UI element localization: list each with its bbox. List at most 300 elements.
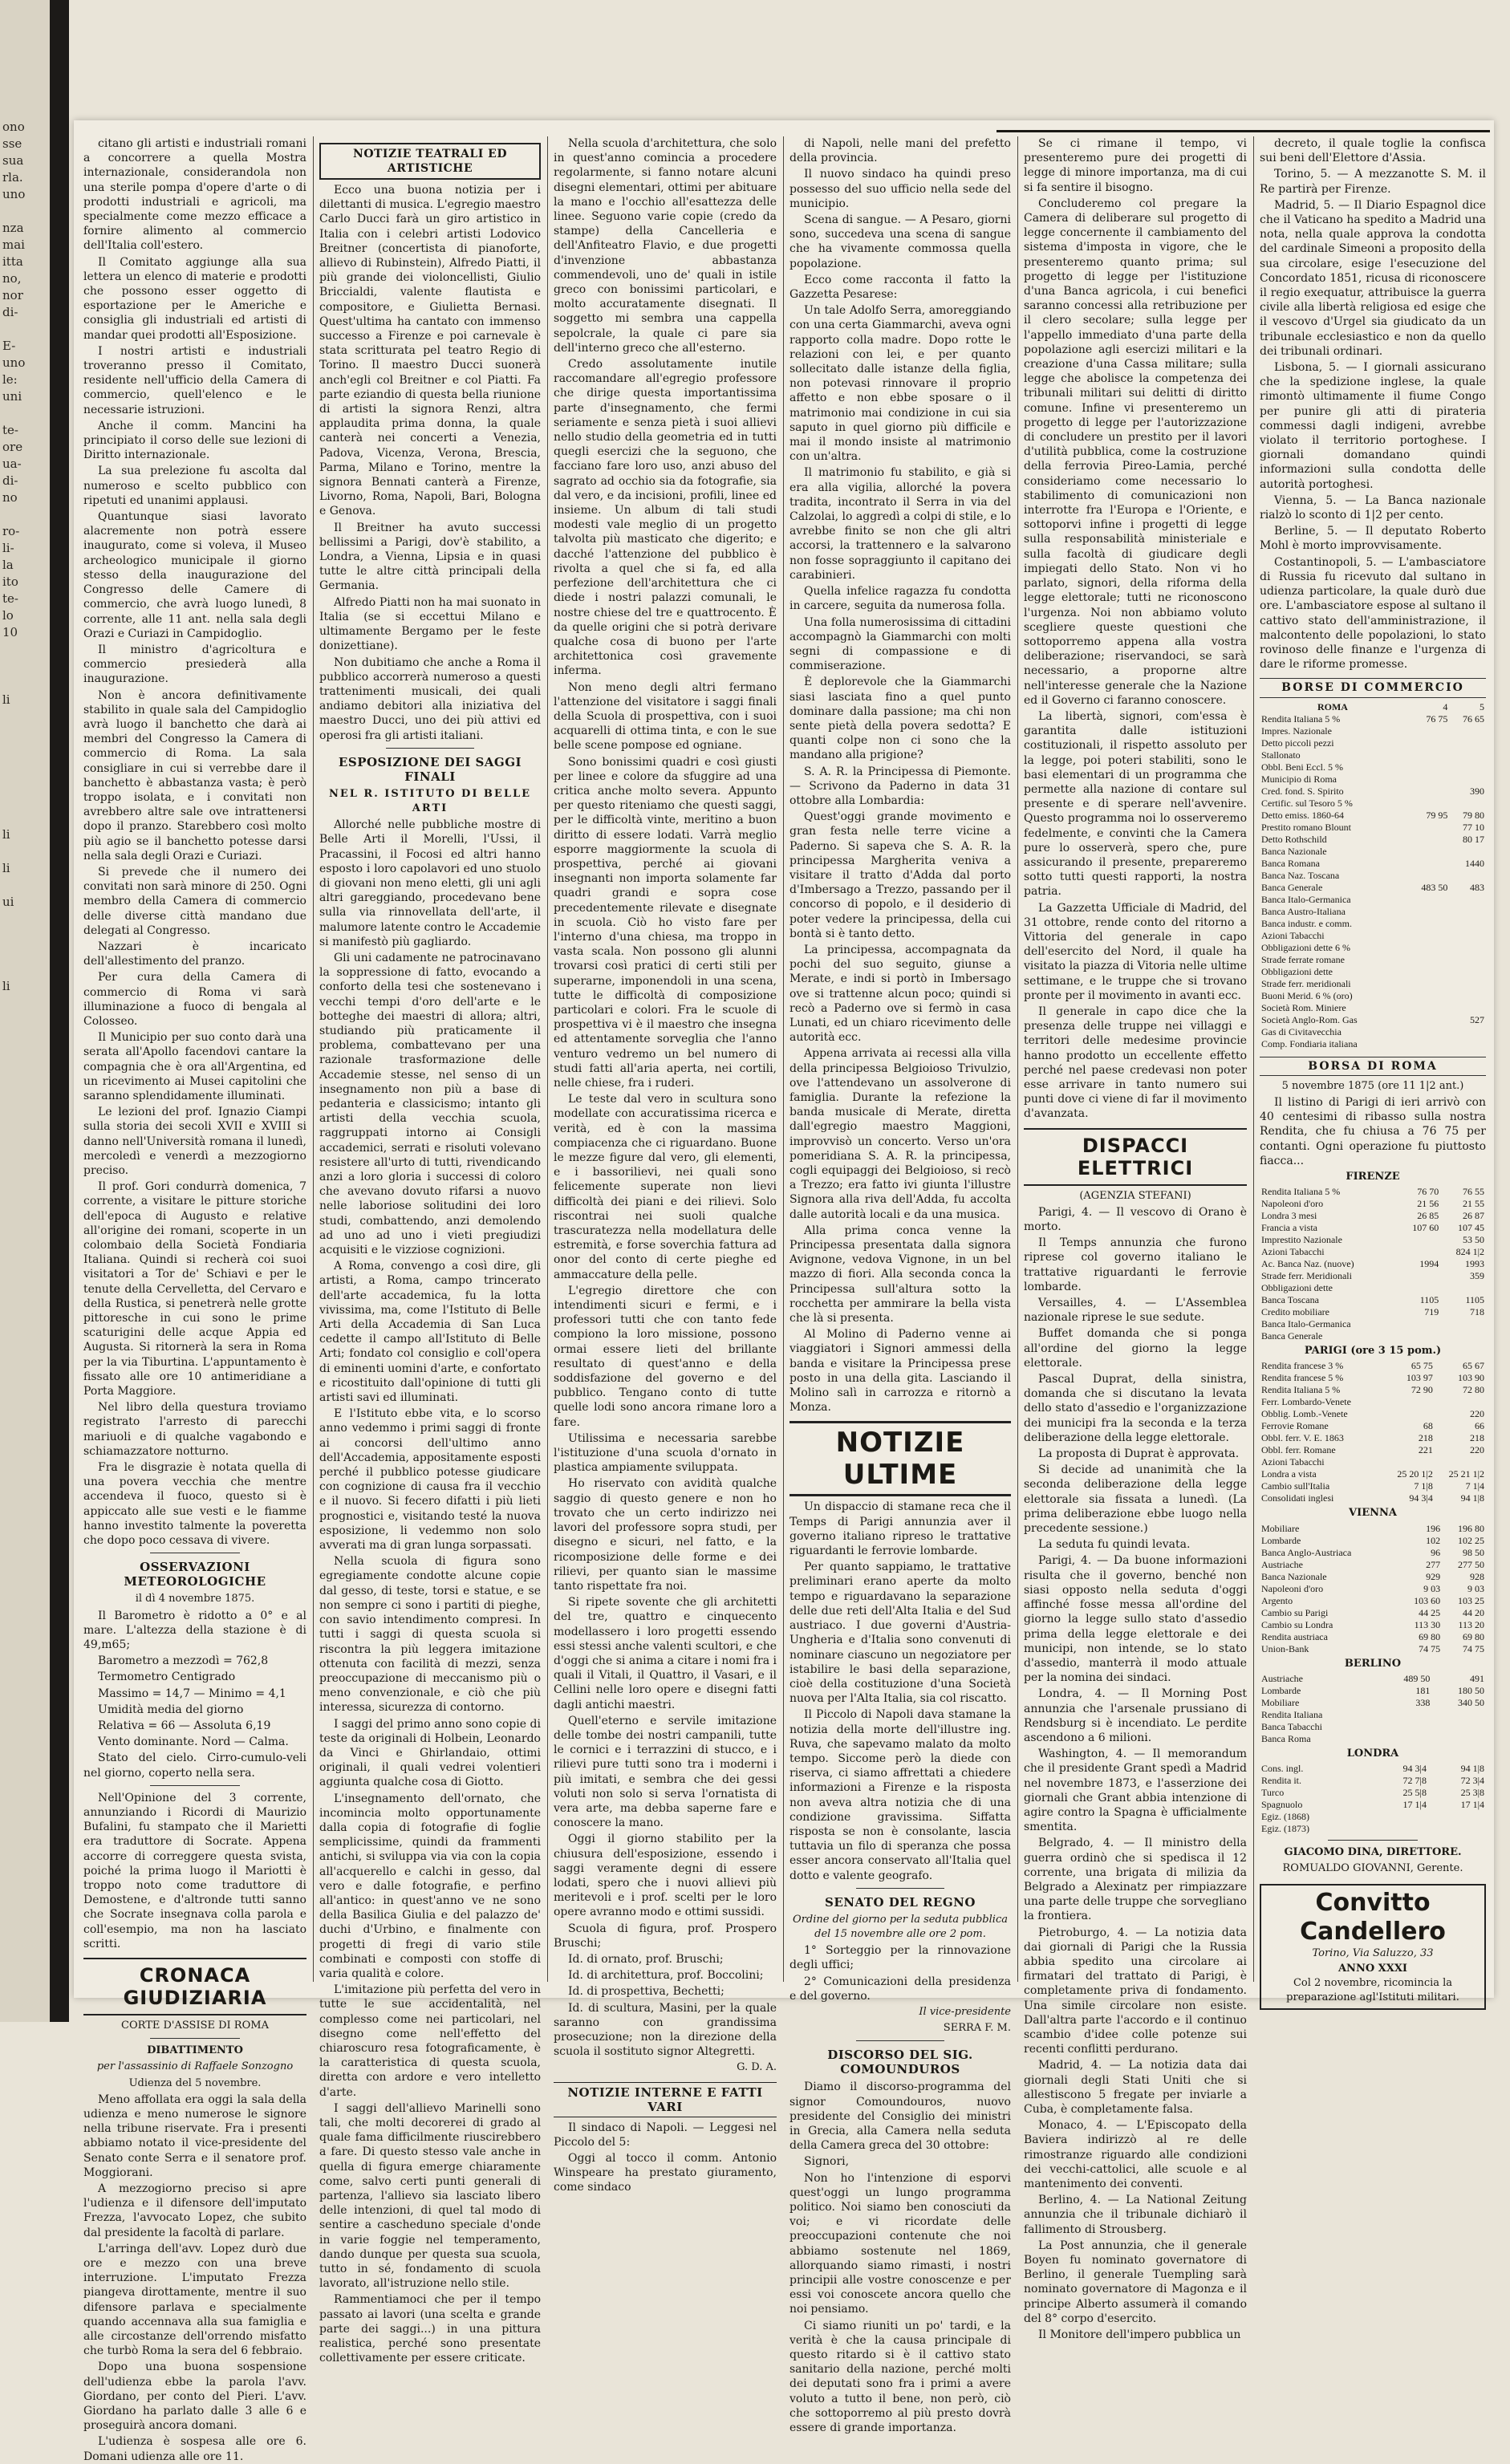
table-value-cell: 1105 [1419, 1294, 1439, 1306]
column-5 [1021, 136, 1250, 2342]
table-label-cell: Obbl. ferr. Romane [1261, 1444, 1336, 1456]
paragraph: Utilissima e necessaria sarebbe l'istituzione d'una scuola d'ornato in plastica ampiamente sviluppata. [554, 1431, 777, 1475]
table-row [1260, 1186, 1486, 1198]
table-value-cell: 44 20 [1463, 1606, 1484, 1618]
table-value-cell: 277 [1426, 1558, 1441, 1570]
table-row [1260, 1763, 1486, 1775]
table-value-cell: 218 [1470, 1432, 1484, 1444]
table-label-cell: Londra a vista [1261, 1468, 1317, 1480]
paragraph: La libertà, signori, com'essa è garantita dalle istituzioni costituzionali, il rispetto assoluto per la legge, poi poteri stabiliti, sono le basi elementari di un programma che permette alla nazione di contare sul presente e di sperare nell'avvenire. Questo programma noi lo osserveremo fedelmente, e convinti che la Camera pure lo osserverà, spero che, pure assicurando il presente, prepareremo sotto tutti questi rapporti, la nostra patria. [1024, 709, 1247, 899]
senato-items [790, 1943, 1011, 2003]
adjacent-page-fragment: di- [2, 473, 18, 488]
table-value-cell [1406, 942, 1449, 954]
director: GIACOMO DINA, DIRETTORE. [1284, 1845, 1462, 1858]
table-value-cell [1449, 966, 1486, 978]
paragraph: Credo assolutamente inutile raccomandare all'egregio professore che dirige questa importantissima parte d'insegnamento, che fermi seriamente e senza pietà i suoi allievi nello studio della geometria ed in tutti quegli esercizi che la seguono, che facciano fare loro uso, anzi abuso del sagrato ad occhio sia da fotografie, sia dal vero, e da incisioni, profili, linee ed insieme. Un album di tali studi modesti vale meglio di un progetto talvolta più masticato che digerito; e dacché l'attenzione del pubblico è rivolta a quel che si fa, ed alla perfezione dell'architettura che ci diede i nostri palazzi comunali, le nostre chiese del tre e quattrocento. È da quelle origini che si potrà derivare qualche cosa di buono per l'arte architettonica così gravemente inferma. [554, 358, 777, 678]
table-value-cell: 107 45 [1458, 1222, 1484, 1234]
paragraph: S. A. R. la Principessa di Piemonte. — Scrivono da Paderno in data 31 ottobre alla Lombardia: [790, 765, 1011, 807]
table-value-cell: 103 25 [1458, 1594, 1484, 1606]
table-label-cell: Mobiliare [1261, 1696, 1300, 1708]
table-value-cell: 1105 [1465, 1294, 1484, 1306]
table-value-cell [1406, 785, 1449, 798]
table-label-cell: Rendita austriaca [1261, 1630, 1328, 1642]
table-label-cell: Comp. Fondiaria italiana [1261, 1037, 1358, 1049]
table-value-cell: 928 [1470, 1570, 1484, 1582]
ad-year: ANNO XXXI [1337, 1962, 1408, 1975]
table-value-cell [1383, 1408, 1435, 1420]
table-row [1260, 737, 1486, 749]
paragraph: Quantunque siasi lavorato alacremente non potrà essere inaugurato, come si voleva, il Museo archeologico municipale il giorno stesso della inaugurazione del Congresso delle Camere di commercio, che avrà luogo lunedì, 8 corrente, alle 11 ant. nella sala degli Orazi e Curiazi in Campidoglio. [83, 510, 306, 640]
dispatch-paragraph: Pascal Duprat, della sinistra, domanda che si discutano la levata dello stato d'assedio e l'organizzazione dei municipi fra la seconda e la terza deliberazione della legge elettorale. [1024, 1373, 1247, 1444]
paragraph: Rammentiamoci che per il tempo passato ai lavori (una scelta e grande parte dei saggi...) in una pittura realistica, perché sono presentate collettivamente per essere criticate. [319, 2293, 541, 2365]
paragraph: Il Municipio per suo conto darà una serata all'Apollo facendovi cantare la compagnia che è ora all'Argentina, ed un ricevimento ai Musei capitolini che saranno splendidamente illuminati. [83, 1031, 306, 1102]
table-label-cell: Austriache [1261, 1672, 1303, 1684]
table-row [1260, 906, 1486, 918]
table-row [1260, 1408, 1486, 1420]
table-row [1260, 1294, 1486, 1306]
table-row [1260, 1823, 1486, 1835]
table-label-cell: Banca Generale [1261, 881, 1323, 893]
table-value-cell: 527 [1470, 1013, 1484, 1025]
table-row [1260, 1014, 1486, 1026]
paragraph: Il Piccolo di Napoli dava stamane la notizia della morte dell'illustre ing. Ruva, che sapevamo malato da molto tempo. Siccome però la diede con riserva, ci siamo affrettati a chiedere informazioni a Firenze e la risposta non aveva altra notizia che di una condizione gravissima. Siffatta risposta se non è consolante, lascia tuttavia un filo di speranza che possa esser ancora conservato all'Italia quel dotto e valente geografo. [790, 1708, 1011, 1882]
paragraph: Appena arrivata ai recessi alla villa della principessa Belgioioso Trivulzio, ove l'attendevano un assolverone di famiglia. Durante la refezione la banda musicale di Merate, diretta dall'egregio maestro Maggioni, improvvisò un concerto. Verso un'ora pomeridiana S. A. R. la principessa, cogli equipaggi dei Belgioioso, si recò a Trezzo; era fatto ivi giunta l'illustre Signora alla riva dell'Adda, fu accolta dalle autorità locali e da una musica. [790, 1047, 1011, 1221]
table-value-cell: 113 20 [1458, 1618, 1484, 1630]
adjacent-page-fragment: li [2, 827, 10, 842]
paragraph: Nel libro della questura troviamo registrato l'arresto di parecchi mariuoli e di qualche vagabondo e schiamazzatore notturno. [83, 1401, 306, 1458]
table-value-cell: 26 87 [1463, 1210, 1484, 1222]
paragraph: Per cura della Camera di commercio di Roma vi sarà illuminazione a fuoco di bengala al Colosseo. [83, 971, 306, 1028]
column-6-text [1260, 136, 1486, 672]
meteo-line: Vento dominante. Nord — Calma. [98, 1735, 289, 1749]
separator [386, 748, 474, 749]
paragraph: Nella scuola di figura sono egregiamente condotte alcune copie dal gesso, di teste, torsi e statue, e se non sempre ci sono i partiti di pieghe, con savio intendimento compresi. In tutti i saggi di questa scuola si riscontra la più leggera imitazione ottenuta con facilità di mezzi, senza preoccupazione di meccanismo più o meno convenzionale, e ciò che più interessa, sicurezza di contorno. [319, 1555, 541, 1715]
table-label-cell: Cons. ingl. [1261, 1762, 1304, 1774]
table-row [1260, 1420, 1486, 1432]
paragraph: A mezzogiorno preciso si apre l'udienza e il difensore dell'imputato Frezza, l'avvocato Lopez, che subito dal presidente la facoltà di parlare. [83, 2182, 306, 2239]
table-value-cell: 1440 [1465, 857, 1484, 869]
table-value-cell [1406, 990, 1449, 1002]
notizie-ultime-text [790, 1500, 1011, 1882]
table-row [1260, 858, 1486, 870]
cronaca-title: CRONACA GIUDIZIARIA [83, 1958, 306, 2015]
newspaper-page [74, 120, 1494, 2463]
table-value-cell: 113 30 [1414, 1618, 1441, 1630]
dispatch-paragraph: Washington, 4. — Il memorandum che il presidente Grant spedì a Madrid nel novembre 1873, e l'asserzione dei giornali che Grant abbia intenzione di agire contro la Spagna è ufficialmente smentita. [1024, 1748, 1247, 1834]
table-value-cell: 72 7|8 [1402, 1774, 1427, 1786]
paragraph: Il sindaco di Napoli. — Leggesi nel Piccolo del 5: [554, 2121, 777, 2149]
table-label-cell: Banca Italo-Germanica [1261, 1318, 1351, 1330]
table-row [1260, 810, 1486, 822]
table-label-cell: Municipio di Roma [1261, 773, 1337, 785]
table-value-cell: 26 85 [1417, 1210, 1439, 1222]
table-value-cell: 338 [1415, 1696, 1431, 1708]
dibattimento-title: DIBATTIMENTO [147, 2044, 243, 2057]
table-value-cell [1383, 1456, 1435, 1468]
table-value-cell [1406, 978, 1449, 990]
ad-title: Convitto Candellero [1300, 1889, 1446, 1946]
table-value-cell: 7 1|8 [1414, 1480, 1433, 1492]
table-row [1260, 798, 1486, 810]
roma-col-4: 4 [1443, 700, 1448, 712]
paragraph: Quest'oggi grande movimento e gran festa nelle terre vicine a Paderno. Si sapeva che S. A. R. la principessa Margherita veniva a visitare il tratto d'Adda dal porto d'Imbersago a Trezzo, passando per il concorso di popolo, e il desiderio di poter vedere la principessa, della cui bontà si è tanto detto. [790, 810, 1011, 940]
adjacent-page-fragment: uno [2, 187, 26, 201]
paragraph: Quella infelice ragazza fu condotta in carcere, seguita da numerosa folla. [790, 585, 1011, 613]
table-value-cell [1449, 725, 1486, 737]
column-rule [313, 136, 314, 1982]
paragraph: Per quanto sappiamo, le trattative preliminari erano aperte da molto tempo e riguardavano la separazione delle due reti dell'Alta Italia e del Sud austriaco. I due governi d'Austria-Ungheria e d'Italia sono convenuti di nominare ciascuno un negoziatore per istabilire le basi della separazione, cioè della costituzione d'una Società nuova per l'Alta Italia, sia col riscatto. [790, 1561, 1011, 1706]
table-row [1260, 870, 1486, 882]
table-label-cell: Lombarde [1261, 1684, 1301, 1696]
table-row [1260, 1583, 1486, 1595]
paragraph: A Roma, convengo a così dire, gli artisti, a Roma, campo trincerato dell'arte accademica, fu la lotta vivissima, ma, come l'Istituto di Belle Arti della Accademia di San Luca cedette il campo all'Istituto di Belle Arti; fondato col consiglio e coll'opera di eminenti uomini d'arte, e confortato e ricostituito dall'opinione di tutti gli artisti savi ed illuminati. [319, 1260, 541, 1405]
table-label-cell: Banca Nazionale [1261, 1570, 1327, 1582]
dispatch-paragraph: Pietroburgo, 4. — La notizia data dai giornali di Parigi che la Russia abbia spedito una circolare ai firmatari del trattato di Parigi, è completamente priva di fondamento. Una simile circolare non esiste. Dall'altra parte l'accordo e il continuo scambio d'idee colle potenze sui recenti conflitti perdurano. [1024, 1926, 1247, 2056]
paragraph: Il prof. Gori condurrà domenica, 7 corrente, a visitare le pitture storiche dell'epoca di Augusto e relative all'origine dei romani, scoperte in un colombaio della Società Fondiaria Italiana. Quindi si recherà coi suoi visitatori a Tor de' Schiavi e per le tenute della Cervelletta, del Cervaro e della Rustica, si penetrerà nelle grotte pittoresche in cui sono le prime scaturigini delle acque Appia ed Augusta. Si ritornerà la sera in Roma per la via Tiburtina. L'appuntamento è fissato alle ore 10 antimeridiane a Porta Maggiore. [83, 1180, 306, 1398]
table-row [1260, 1222, 1486, 1234]
table-label-cell: Spagnuolo [1261, 1798, 1303, 1810]
table-label-cell: Francia a vista [1261, 1222, 1317, 1234]
table-label-cell: Strade ferrate romane [1261, 953, 1345, 965]
table-value-cell [1428, 1811, 1486, 1823]
table-label-cell: Società Rom. Miniere [1261, 1001, 1346, 1013]
table-row [1260, 1709, 1486, 1721]
table-label-cell: Buoni Merid. 6 % (oro) [1261, 989, 1353, 1001]
paragraph: Nella scuola d'architettura, che solo in quest'anno comincia a procedere regolarmente, si fanno notare alcuni disegni elementari, ottimi per abituare la mano e l'occhio all'esattezza delle linee. Seguono varie copie (credo da stampe) della Cancelleria e dell'Anfiteatro Flavio, e due progetti d'invenzione abbastanza commendevoli, uno de' quali in istile greco con bonissimi particolari, e molto accuratamente disegnati. Il soggetto mi sembra una cappella sepolcrale, la quale ci pare sia dell'interno greco che all'esterno. [554, 137, 777, 355]
table-value-cell [1428, 1823, 1486, 1835]
paragraph: di Napoli, nelle mani del prefetto della provincia. [790, 137, 1011, 165]
table-value-cell [1449, 906, 1486, 918]
senato-sign-role: Il vice-presidente [919, 2005, 1011, 2018]
table-value-cell: 96 [1431, 1546, 1441, 1558]
table-row [1260, 1282, 1486, 1294]
table-label-cell: Banca Roma [1261, 1732, 1311, 1744]
table-value-cell [1406, 894, 1449, 906]
dispatch-paragraph: Versailles, 4. — L'Assemblea nazionale riprese le sue sedute. [1024, 1297, 1247, 1325]
table-value-cell [1370, 1811, 1428, 1823]
teatrali-text [319, 183, 541, 743]
paragraph: Signori, [804, 2155, 850, 2169]
dispatch-paragraph: La seduta fu quindi levata. [1038, 1538, 1191, 1552]
table-value-cell: 25 3|8 [1460, 1786, 1484, 1798]
table-row [1260, 1631, 1486, 1643]
table-label-cell: Credito mobiliare [1261, 1306, 1329, 1318]
table-label-cell: Lombarde [1261, 1534, 1301, 1546]
paragraph: Berline, 5. — Il deputato Roberto Mohl è morto improvvisamente. [1260, 525, 1486, 553]
table-row [1260, 1396, 1486, 1408]
table-value-cell: 69 80 [1419, 1630, 1441, 1642]
table-label-cell: Rendita francese 5 % [1261, 1372, 1344, 1384]
vienna-head: VIENNA [1349, 1507, 1397, 1520]
table-value-cell [1398, 1330, 1440, 1342]
adjacent-page-fragment: uno [2, 355, 26, 370]
table-row [1260, 1444, 1486, 1456]
table-value-cell: 77 10 [1463, 821, 1484, 833]
table-row [1260, 1535, 1486, 1547]
table-label-cell: Azioni Tabacchi [1261, 929, 1325, 941]
paragraph: L'udienza è sospesa alle ore 6. Domani udienza alle ore 11. [83, 2435, 306, 2463]
table-value-cell [1440, 1318, 1486, 1330]
paragraph: Non ho l'intenzione di esporvi quest'oggi un lungo programma politico. Noi siamo ben conosciuti da voi; e vi ricordate delle preoccupazioni contenute che noi abbiamo sostenute nel 1869, allorquando siamo rimasti, i nostri principii alle vostre conoscenze e per essi voi conoscete ancora quello che noi pensiamo. [790, 2171, 1011, 2316]
table-value-cell: 340 50 [1458, 1696, 1484, 1708]
table-label-cell: Obbligazioni dette [1261, 965, 1333, 977]
table-value-cell [1449, 942, 1486, 954]
table-value-cell [1449, 749, 1486, 761]
table-value-cell: 9 03 [1467, 1582, 1484, 1594]
table-value-cell: 483 50 [1421, 881, 1448, 893]
table-value-cell [1378, 1721, 1432, 1733]
paragraph: Il Comitato aggiunge alla sua lettera un elenco di materie e prodotti che possono esser oggetto di esportazione per le Americhe e consiglia gli industriali ed artisti di mandar quei prodotti all'Esposizione. [83, 255, 306, 342]
paragraph: Meno affollata era oggi la sala della udienza e meno numerose le signore nella tribune riservate. Fra i presenti abbiamo notato il vice-presidente del Senato conte Serra e il senatore prof. Moggiorani. [83, 2093, 306, 2179]
paragraph: Nazzari è incaricato dell'allestimento del pranzo. [83, 940, 306, 968]
londra-head: LONDRA [1346, 1747, 1399, 1760]
table-value-cell [1431, 1709, 1486, 1721]
roma-table [1260, 701, 1486, 1050]
column-6 [1256, 136, 1489, 2003]
table-value-cell [1435, 1456, 1486, 1468]
paragraph: Id. di prospettiva, Bechetti; [568, 1985, 725, 1999]
table-value-cell: 21 55 [1463, 1198, 1484, 1210]
adjacent-page-fragment: nza [2, 221, 24, 235]
column-2 [316, 136, 544, 2365]
table-label-cell: Banca Nazionale [1261, 845, 1327, 857]
table-value-cell [1431, 1721, 1486, 1733]
paragraph: L'insegnamento dell'ornato, che incomincia molto opportunamente dalla copia di fotografie di foglie semplicissime, quindi da frammenti antichi, si sviluppa via via con la copia all'acquerello e calchi in gesso, dal vero e dalle fotografie, e perfino all'antico: in quest'anno ve ne sono della Basilica Giulia e del palazzo de' duchi d'Urbino, e finalmente con progetti di fregi di vario stile combinati e composti con stoffe di varia qualità e colore. [319, 1792, 541, 1980]
table-value-cell [1398, 1318, 1440, 1330]
firenze-head: FIRENZE [1346, 1170, 1400, 1183]
table-row [1260, 1799, 1486, 1811]
table-value-cell [1449, 954, 1486, 966]
paragraph: Allorché nelle pubbliche mostre di Belle Arti il Morelli, l'Ussi, il Pracassini, il Focosi ed altri hanno esposto i loro capolavori ed uno stuolo di giovani non meno eletti, gli uni agli altri gareggiando, procedevano bene sulla via rinnovellata dell'arte, il malumore latente contro le Accademie si manifestò più gagliardo. [319, 818, 541, 948]
meteo-title: OSSERVAZIONI METEOROLOGICHE [124, 1560, 266, 1589]
table-value-cell: 220 [1470, 1444, 1484, 1456]
table-value-cell: 719 [1424, 1306, 1439, 1318]
table-label-cell: Londra 3 mesi [1261, 1210, 1317, 1222]
notizie-interne-text [554, 2121, 777, 2195]
dispatch-paragraph: Londra, 4. — Il Morning Post annunzia che l'arsenale prussiano di Rendsburg si è incendiato. Le perdite ascendono a 6 milioni. [1024, 1687, 1247, 1744]
table-value-cell: 21 56 [1417, 1198, 1439, 1210]
column-3 [550, 136, 780, 2194]
borsa-roma-text: Il listino di Parigi di ieri arrivò con 40 centesimi di ribasso sulla nostra Rendita, che fu chiusa a 76 75 per contanti. Ogni operazione fu piuttosto fiacca... [1260, 1095, 1486, 1167]
table-label-cell: Obbl. ferr. V. E. 1863 [1261, 1432, 1344, 1444]
paragraph: Alfredo Piatti non ha mai suonato in Italia (se si eccettui Milano e ultimamente Bergamo per le feste donizettiane). [319, 595, 541, 653]
table-value-cell: 76 65 [1463, 712, 1484, 725]
adjacent-page-fragment: di- [2, 305, 18, 319]
adjacent-page-fragment: ore [2, 440, 23, 454]
table-value-cell [1449, 870, 1486, 882]
table-row [1260, 1721, 1486, 1733]
table-value-cell [1406, 1026, 1449, 1038]
paragraph: citano gli artisti e industriali romani a concorrere a quella Mostra internazionale, considerandola non una sterile pompa d'opere d'arte o di prodotti industriali e agricoli, ma specialmente come mezzo efficace a fornire alimento al commercio dell'Italia coll'estero. [83, 137, 306, 253]
table-row [1260, 1685, 1486, 1697]
table-value-cell: 17 1|4 [1402, 1798, 1427, 1810]
paragraph: Il nuovo sindaco ha quindi preso possesso del suo ufficio nella sede del municipio. [790, 168, 1011, 210]
table-value-cell: 196 [1426, 1522, 1441, 1534]
meteo-line: Termometro Centigrado [98, 1670, 236, 1684]
paragraph: Costantinopoli, 5. — L'ambasciatore di Russia fu ricevuto dal sultano in udienza particolare, la quale durò due ore. L'ambasciatore espose al sultano il cattivo stato dell'amministrazione, il malcontento delle popolazioni, lo stato rovinoso delle finanze e l'urgenza di dare le riforme promesse. [1260, 555, 1486, 672]
table-value-cell: 76 70 [1417, 1186, 1439, 1198]
adjacent-page-fragment: sua [2, 153, 24, 168]
table-value-cell: 102 25 [1458, 1534, 1484, 1546]
table-value-cell: 491 [1470, 1672, 1484, 1684]
table-value-cell [1406, 773, 1449, 785]
paragraph: L'imitazione più perfetta del vero in tutte le sue accidentalità, nel complesso come nei particolari, nel disegno come nell'effetto del chiaroscuro resa fotograficamente, è la caratteristica di questa scuola, diretta con ardore e vero intelletto d'arte. [319, 1983, 541, 2099]
table-label-cell: Azioni Tabacchi [1261, 1246, 1325, 1258]
adjacent-page-fragment: mai [2, 237, 25, 252]
table-value-cell: 17 1|4 [1460, 1798, 1484, 1810]
adjacent-page-strip [0, 0, 50, 2022]
dispacci-text [1024, 1205, 1247, 2342]
table-value-cell: 824 1|2 [1455, 1246, 1484, 1258]
paragraph: Fra le disgrazie è notata quella di una povera vecchia che mentre accendeva il fuoco, questo si è appiccato alle sue vesti e le fiamme hanno investito talmente la poveretta che dopo poco cessava di vivere. [83, 1461, 306, 1548]
table-label-cell: Napoleoni d'oro [1261, 1582, 1324, 1594]
adjacent-page-fragment: itta [2, 254, 23, 269]
paragraph: E l'Istituto ebbe vita, e lo scorso anno vedemmo i primi saggi di fronte ai concorsi dell'ultimo anno dell'Accademia, appositamente esposti perché il pubblico potesse giudicare con cognizione di causa fra il vecchio e il nuovo. Si fecero difatti i più lieti prognostici e, visitando testé la nuova esposizione, li vedemmo non solo avverati ma di gran lunga sorpassati. [319, 1407, 541, 1553]
paragraph: La principessa, accompagnata da pochi del suo seguito, giunse a Merate, e indi si portò in Imbersago ove si trattenne alcun poco; quindi si recò a Paderno ove si fermò in casa Lunati, ed un chiaro ricevimento delle autorità ecc. [790, 943, 1011, 1045]
borsa-roma-title: BORSA DI ROMA [1260, 1057, 1486, 1076]
table-value-cell: 44 25 [1419, 1606, 1441, 1618]
paragraph: Un dispaccio di stamane reca che il Temps di Parigi annunzia aver il governo italiano ripreso le trattative riguardanti le ferrovie lombarde. [790, 1500, 1011, 1558]
paragraph: Oggi al tocco il comm. Antonio Winspeare ha prestato giuramento, come sindaco [554, 2152, 777, 2194]
table-value-cell: 929 [1426, 1570, 1441, 1582]
paragraph: Quell'eterno e servile imitazione delle tombe dei nostri campanili, tutte le cornici e i terrazzini di stucco, e i rilievi pure tutti sono tra i moderni i più imitati, e sembra che dei gessi voluti non solo si serva l'ornatista di vera arte, ma debba saperne fare e conoscere la mano. [554, 1714, 777, 1830]
adjacent-page-fragment: no [2, 490, 18, 505]
table-row [1260, 834, 1486, 846]
dispatch-paragraph: La Post annunzia, che il generale Boyen fu nominato governatore di Berlino, il generale Tuempling sarà nominato governatore di Magonza e il principe Alberto assumerà il comando del 8° corpo d'esercito. [1024, 2239, 1247, 2325]
meteo-line: Barometro a mezzodì = 762,8 [98, 1654, 269, 1668]
table-row [1260, 1318, 1486, 1330]
table-row [1260, 785, 1486, 798]
table-value-cell [1449, 773, 1486, 785]
table-value-cell: 181 [1415, 1684, 1431, 1696]
table-value-cell: 103 97 [1406, 1372, 1433, 1384]
column-rule [547, 136, 548, 1982]
dispatch-paragraph: Parigi, 4. — Da buone informazioni risulta che il governo, benché non siasi opposto nella seduta d'oggi affinché fosse messa all'ordine del giorno la legge sullo stato d'assedio prima della legge elettorale e dei municipi, non intende, se lo stato d'assedio, manterrà il modo attuale per la nomina dei sindaci. [1024, 1554, 1247, 1685]
meteo-line: Il Barometro è ridotto a 0° e al mare. L'altezza della stazione è di 49,m65; [83, 1609, 306, 1651]
londra-table [1260, 1763, 1486, 1835]
table-value-cell: 25 21 1|2 [1448, 1468, 1484, 1480]
dispatch-paragraph: Buffet domanda che si ponga all'ordine del giorno la legge elettorale. [1024, 1327, 1247, 1370]
table-row [1260, 725, 1486, 737]
table-label-cell: Union-Bank [1261, 1642, 1309, 1654]
adjacent-page-fragment: te- [2, 591, 18, 606]
adjacent-page-fragment: li [2, 861, 10, 875]
paragraph: Le teste dal vero in scultura sono modellate con accuratissima ricerca e verità, ed è con la massima compiacenza che ci riguardano. Buone le mezze figure dal vero, gli elementi, e i bassorilievi, nei quali sono felicemente superate non lievi difficoltà dei piani e dei rilievi. Solo riscontrai nei suoli qualche trascuratezza nella modellatura delle estremità, e forse soverchia fattura ad onor del conto di certe pieghe ed ammaccature della pelle. [554, 1093, 777, 1281]
table-value-cell: 196 80 [1458, 1522, 1484, 1534]
paragraph: Si ripete sovente che gli architetti del tre, quattro e cinquecento modellassero i loro progetti essendo essi stessi anche valenti scultori, e che d'oggi che si anima a citare i nomi fra i quali il Vitali, il Quattro, il Vasari, e il Cellini nelle loro opere e disegni fatti dagli antichi maestri. [554, 1596, 777, 1711]
table-value-cell: 53 50 [1463, 1234, 1484, 1246]
table-label-cell: Strade ferr. meridionali [1261, 977, 1351, 989]
dispatch-paragraph: Berlino, 4. — La National Zeitung annunzia che il tribunale dichiarò il fallimento di Strousberg. [1024, 2194, 1247, 2236]
table-value-cell [1440, 1282, 1486, 1294]
adjacent-page-fragment: ua- [2, 457, 22, 471]
teatrali-title: NOTIZIE TEATRALI ED ARTISTICHE [319, 143, 541, 180]
paragraph: Non meno degli altri fermano l'attenzione del visitatore i saggi finali della Scuola di prospettiva, con i suoi acquarelli di ottima tinta, e con le sue belle scene pompose ed ogniane. [554, 680, 777, 753]
senato-title: SENATO DEL REGNO [825, 1894, 976, 1910]
table-row [1260, 749, 1486, 761]
table-value-cell [1398, 1282, 1440, 1294]
paragraph: Vienna, 5. — La Banca nazionale rialzò lo sconto di 1|2 per cento. [1260, 493, 1486, 522]
table-row [1260, 1733, 1486, 1745]
table-value-cell [1449, 846, 1486, 858]
paragraph: Se ci rimane il tempo, vi presenteremo pure dei progetti di legge di minore importanza, ma di cui si fa sentire il bisogno. [1024, 137, 1247, 194]
table-value-cell: 69 80 [1463, 1630, 1484, 1642]
berlino-table [1260, 1673, 1486, 1745]
table-label-cell: Obbligazioni dette [1261, 1282, 1333, 1294]
table-label-cell: Banca Romana [1261, 857, 1320, 869]
adjacent-page-fragment: ro- [2, 524, 20, 538]
table-value-cell: 25 5|8 [1402, 1786, 1427, 1798]
ad-address: Torino, Via Saluzzo, 33 [1312, 1947, 1434, 1960]
table-value-cell [1406, 737, 1449, 749]
table-row [1260, 822, 1486, 834]
adjacent-page-fragment: sse [2, 136, 22, 151]
adjacent-page-fragment: ono [2, 120, 25, 134]
table-value-cell [1449, 978, 1486, 990]
ad-text: Col 2 novembre, ricomincia la preparazione agl'Istituti militari. [1286, 1976, 1459, 2003]
table-row [1260, 1547, 1486, 1559]
table-value-cell: 80 17 [1463, 833, 1484, 845]
dispatch-paragraph: La proposta di Duprat è approvata. [1038, 1447, 1240, 1461]
table-label-cell: Banca Toscana [1261, 1294, 1319, 1306]
table-label-cell: Azioni Tabacchi [1261, 1456, 1325, 1468]
advertisement [1260, 1884, 1486, 2010]
table-label-cell: Obbligazioni dette 6 % [1261, 941, 1350, 953]
table-value-cell: 74 75 [1419, 1642, 1441, 1654]
paragraph: Diamo il discorso-programma del signor Comoundouros, nuovo presidente del Consiglio dei ministri in Grecia, alla Camera nella seduta della Camera greca del 30 ottobre: [790, 2080, 1011, 2153]
paragraph: Sono bonissimi quadri e così giusti per linee e colore da sfuggire ad una critica anche molto severa. Appunto per questo riteniamo che questi saggi, per le difficoltà vinte, meritino a buon diritto di essere lodati. Varrà meglio esporre maggiormente la scuola di prospettiva, perché ai giovani insegnanti non importa solamente far quadri grandi e sopra cose precedentemente rilevate e disegnate in scuola. Ciò ho visto fare per l'interno d'una chiesa, ma troppo in vasta scala. Non possono gli alunni trovarsi così pratici di certi stili per superarne, imponendoli in una scena, tutte le difficoltà di composizione particolari e colori. Fra le scuole di prospettiva vi è il maestro che insegna ed attentamente sorveglia che l'anno venturo vedremo un bel numero di studi fatti all'aria aperta, nei cortili, nelle chiese, fra i ruderi. [554, 755, 777, 1090]
meteo-line: Relativa = 66 — Assoluta 6,19 [98, 1719, 271, 1732]
table-row [1260, 918, 1486, 930]
table-row [1260, 713, 1486, 725]
paragraph: La sua prelezione fu ascolta dal numeroso e scelto pubblico con ripetuti ed unanimi applausi. [83, 465, 306, 507]
table-row [1260, 1619, 1486, 1631]
table-value-cell [1406, 858, 1449, 870]
senato-subtitle: Ordine del giorno per la seduta pubblica del 15 novembre alle ore 2 pom. [793, 1913, 1008, 1940]
column-rule [1253, 136, 1254, 1982]
table-value-cell: 277 50 [1458, 1558, 1484, 1570]
dispatch-paragraph: Il Temps annunzia che furono riprese col governo italiano le trattative riguardanti le ferrovie lombarde. [1024, 1236, 1247, 1293]
table-value-cell: 1994 [1419, 1258, 1439, 1270]
borsa-roma-subtitle: 5 novembre 1875 (ore 11 1|2 ant.) [1281, 1079, 1464, 1092]
table-value-cell [1406, 834, 1449, 846]
table-row [1260, 930, 1486, 942]
table-value-cell: 220 [1470, 1408, 1484, 1420]
table-row [1260, 1571, 1486, 1583]
dispatch-paragraph: Monaco, 4. — L'Episcopato della Baviera indirizzò al re delle rimostranze riguardo alle condizioni dei vecchi-cattolici, alle scuole e al mantenimento dei conventi. [1024, 2119, 1247, 2191]
table-value-cell: 98 50 [1463, 1546, 1484, 1558]
adjacent-page-fragment: nor [2, 288, 23, 302]
table-value-cell: 9 03 [1423, 1582, 1441, 1594]
paragraph: I saggi dell'allievo Marinelli sono tali, che molti decorerei di grado al quale fama difficilmente riuscirebbero a fare. Di questo stesso vale anche in quella di figura emerge chiaramente come, salvo certi punti generali di partenza, l'allievo sia lasciato libero delle intenzioni, di quel tal modo di sentire a cascheduno speciale d'onde in varie foggie nel temperamento, dando dunque per questa sua scuola, tutto in sé, fondamento di scuola lavorato, all'istruzione nello stile. [319, 2101, 541, 2291]
adjacent-page-fragment: ui [2, 895, 14, 909]
table-row [1260, 1270, 1486, 1282]
table-row [1260, 1210, 1486, 1222]
table-label-cell: Banca Naz. Toscana [1261, 869, 1340, 881]
table-value-cell: 1993 [1465, 1258, 1484, 1270]
column-4-text [790, 136, 1011, 1415]
paragraph: Anche il comm. Mancini ha principiato il corso delle sue lezioni di Diritto internazionale. [83, 419, 306, 462]
paragraph: Non dubitiamo che anche a Roma il pubblico accorrerà numeroso a questi trattenimenti musicali, dei quali andiamo debitori alla iniziativa del maestro Ducci, uno dei più attivi ed operosi fra gli artisti italiani. [319, 656, 541, 742]
meteo-line: Stato del cielo. Cirro-cumulo-veli nel giorno, coperto nella sera. [83, 1752, 306, 1780]
paragraph: Si prevede che il numero dei convitati non sarà minore di 250. Ogni membro della Camera di commercio delle diverse città mandano due delegati al Congresso. [83, 865, 306, 937]
table-value-cell [1378, 1733, 1432, 1745]
table-value-cell [1449, 894, 1486, 906]
table-label-cell: Banca Anglo-Austriaca [1261, 1546, 1352, 1558]
table-row [1260, 882, 1486, 894]
table-label-cell: Ac. Banca Naz. (nuove) [1261, 1258, 1354, 1270]
separator [150, 1785, 239, 1786]
